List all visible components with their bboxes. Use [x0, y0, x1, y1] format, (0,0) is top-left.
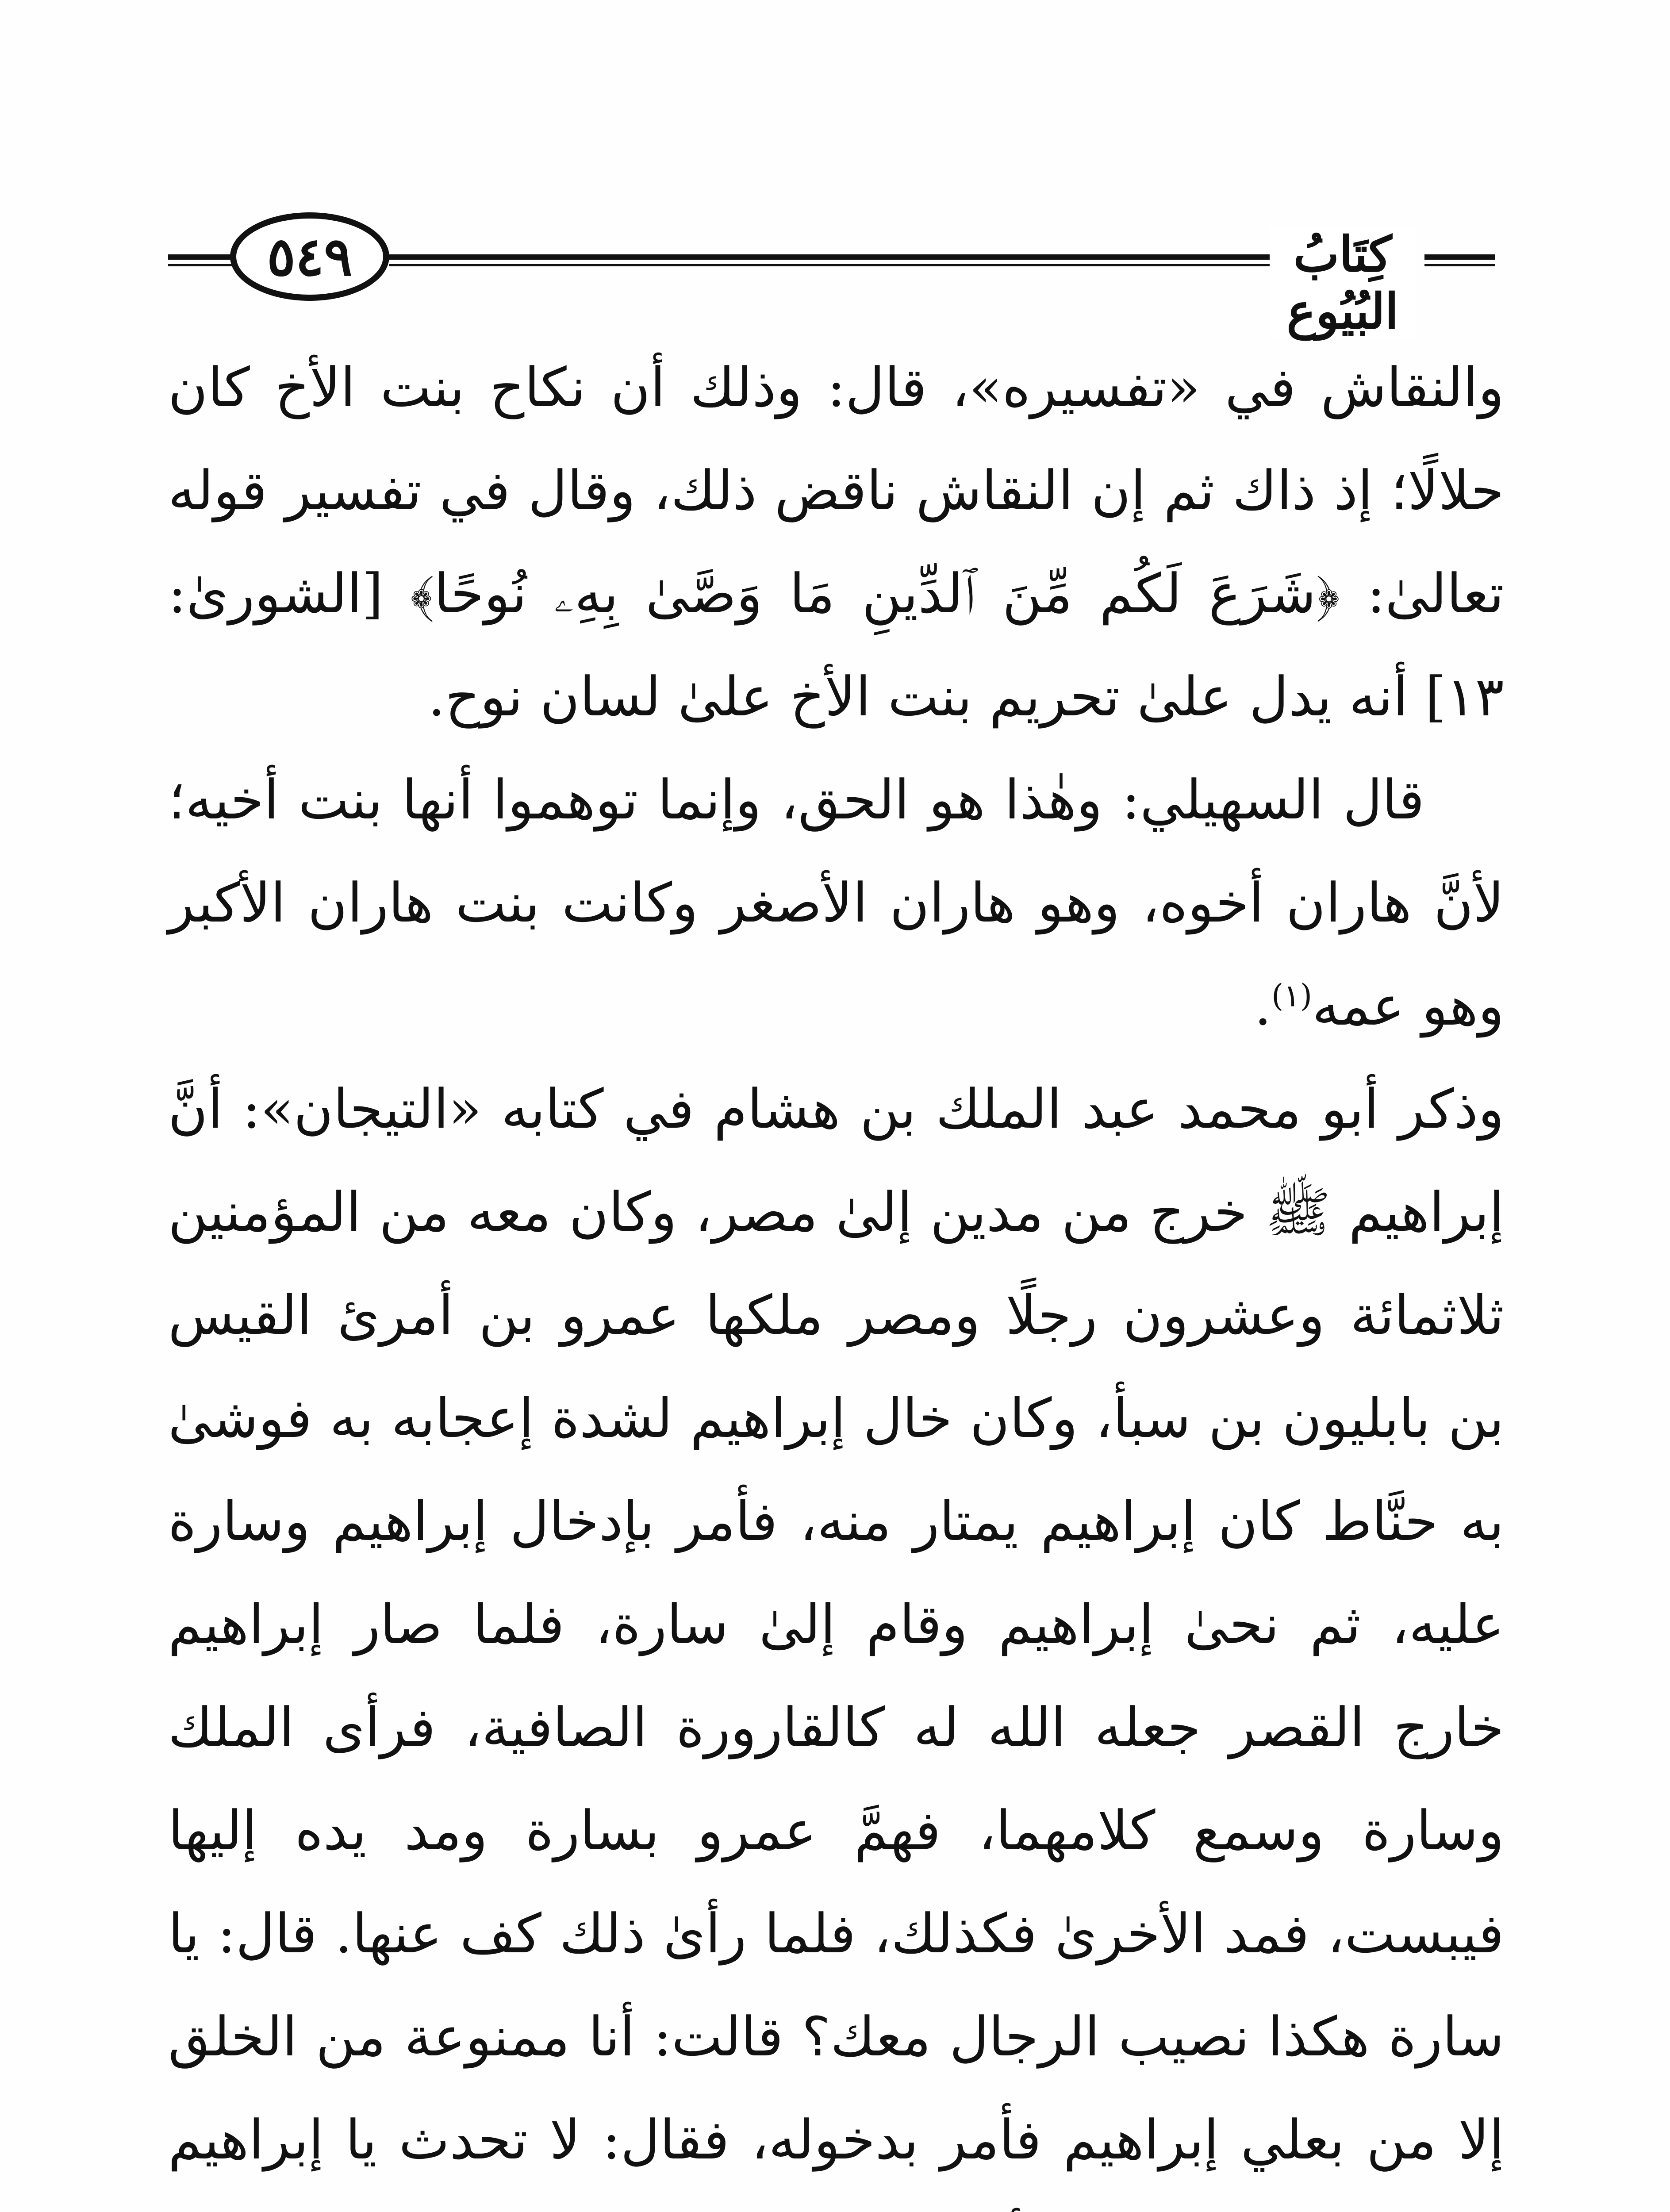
chapter-title: كِتَابُ البُيُوع: [1270, 226, 1416, 340]
header-rule-right: [1424, 254, 1495, 266]
header-rule-left: [168, 254, 239, 266]
main-text: [168, 336, 1504, 2212]
paragraph-1: والنقاش في «تفسيره»، قال: وذلك أن نكاح بنت الأخ كان حلالًا؛ إذ ذاك ثم إن النقاش ناقض ذلك، وقال في تفسير قوله تعالىٰ: ﴿شَرَعَ لَكُم مِّنَ ٱلدِّينِ مَا وَصَّىٰ بِهِۦ نُوحًا﴾ [الشورىٰ: ١٣] أنه يدل علىٰ تحريم بنت الأخ علىٰ لسان نوح.: [168, 356, 1504, 728]
footnote-reference[interactable]: (١): [1271, 977, 1313, 1014]
header-rule-middle: [389, 254, 1274, 266]
page-number-badge: [230, 212, 389, 301]
paragraph-2: [168, 749, 1504, 1058]
paragraph-2-end: .: [1254, 975, 1271, 1037]
paragraph-2-text: قال السهيلي: وهٰذا هو الحق، وإنما توهموا أنها بنت أخيه؛ لأنَّ هاران أخوه، وهو هاران الأصغر وكانت بنت هاران الأكبر وهو عمه: [168, 768, 1504, 1037]
page-number: ٥٤٩: [267, 225, 353, 288]
page-header: [168, 212, 1495, 340]
paragraph-3: وذكر أبو محمد عبد الملك بن هشام في كتابه «التيجان»: أنَّ إبراهيم ﷺ خرج من مدين إلىٰ مصر، وكان معه من المؤمنين ثلاثمائة وعشرون رجلًا ومصر ملكها عمرو بن أمرئ القيس بن بابليون بن سبأ، وكان خال إبراهيم لشدة إعجابه به فوشىٰ به حنَّاط كان إبراهيم يمتار منه، فأمر بإدخال إبراهيم وسارة عليه، ثم نحىٰ إبراهيم وقام إلىٰ سارة، فلما صار إبراهيم خارج القصر جعله الله له كالقارورة الصافية، فرأى الملك وسارة وسمع كلامهما، فهمَّ عمرو بسارة ومد يده إليها فيبست، فمد الأخرىٰ فكذلك، فلما رأىٰ ذلك كف عنها. قال: يا سارة هكذا نصيب الرجال معك؟ قالت: أنا ممنوعة من الخلق إلا من بعلي إبراهيم فأمر بدخوله، فقال: لا تحدث يا إبراهيم: [168, 1078, 1504, 2171]
